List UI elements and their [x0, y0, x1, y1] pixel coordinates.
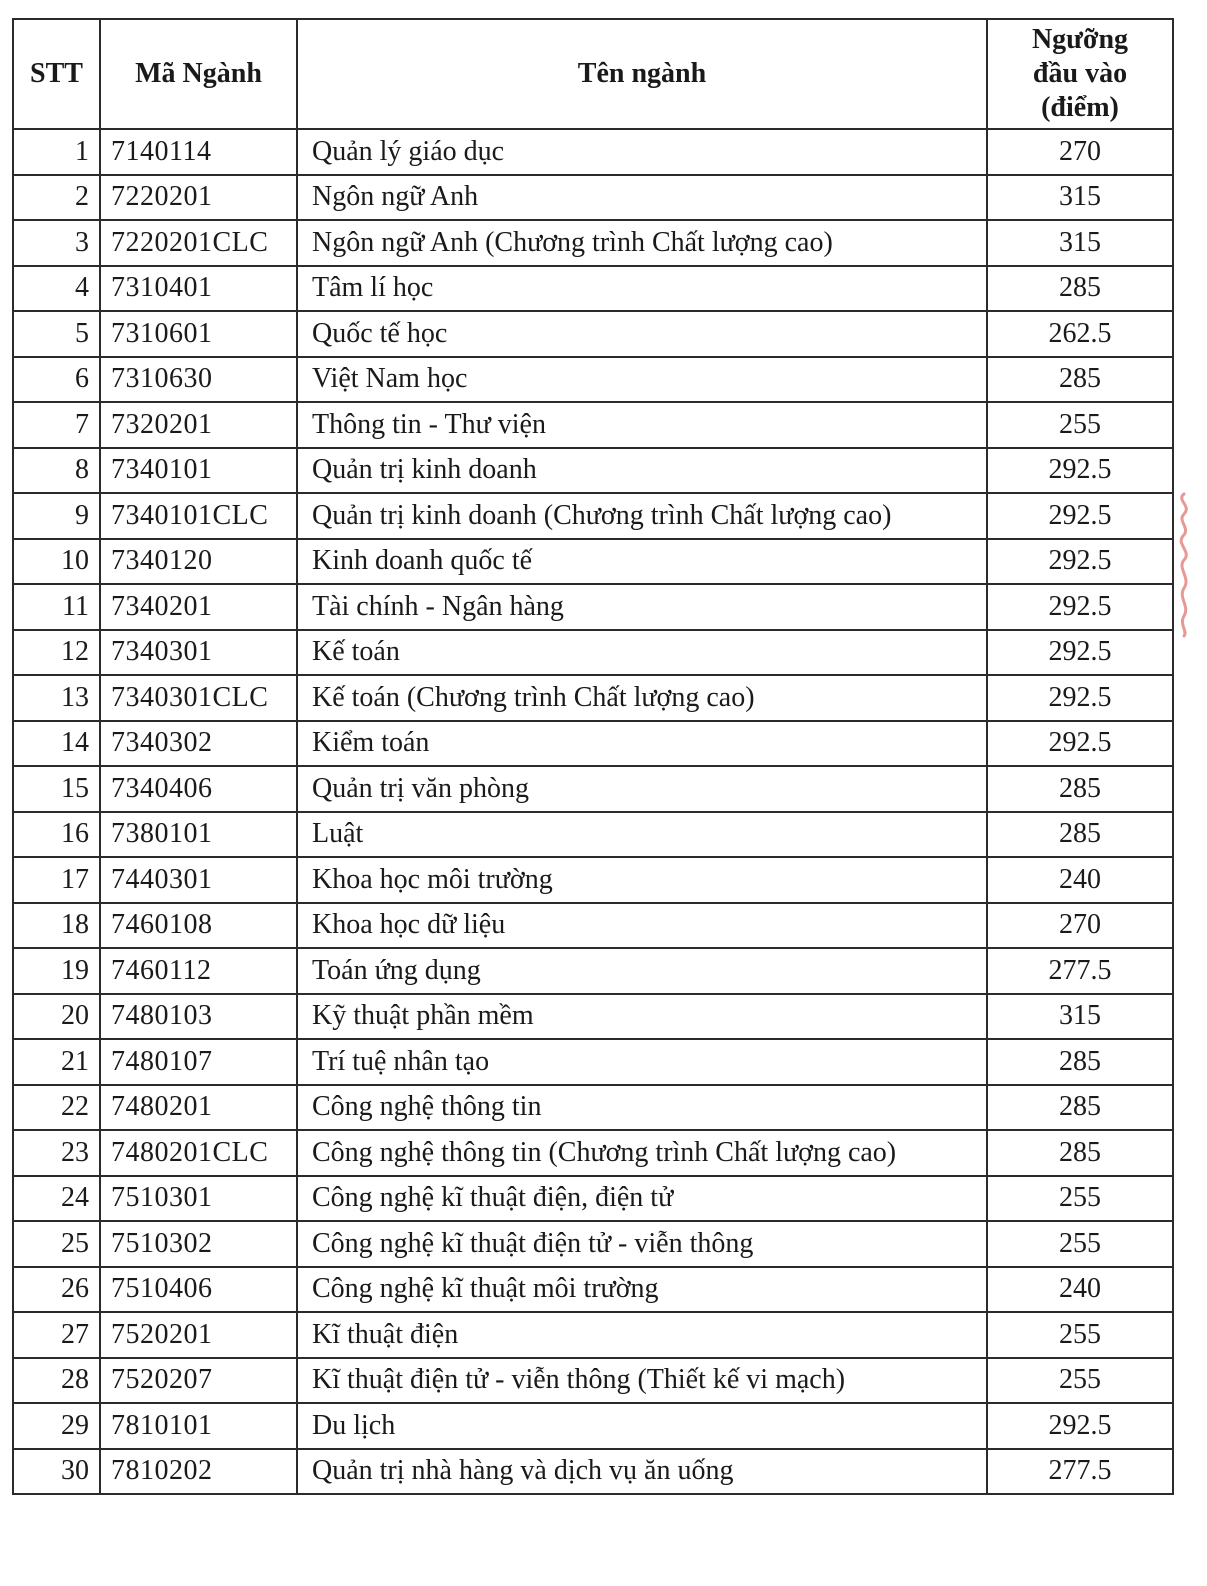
- name-cell: Quản trị văn phòng: [297, 766, 987, 812]
- code-cell: 7480201: [100, 1085, 297, 1131]
- score-cell: 292.5: [987, 1403, 1173, 1449]
- name-cell: Công nghệ thông tin: [297, 1085, 987, 1131]
- header-name: Tên ngành: [297, 19, 987, 129]
- score-cell: 240: [987, 857, 1173, 903]
- code-cell: 7220201: [100, 175, 297, 221]
- table-row: [13, 1267, 1173, 1313]
- table-row: [13, 857, 1173, 903]
- stt-cell: 10: [13, 539, 100, 585]
- score-cell: 292.5: [987, 539, 1173, 585]
- code-cell: 7340120: [100, 539, 297, 585]
- table-row: [13, 1039, 1173, 1085]
- code-cell: 7440301: [100, 857, 297, 903]
- header-threshold-line: Ngưỡng: [1031, 24, 1129, 55]
- name-cell: Việt Nam học: [297, 357, 987, 403]
- stt-cell: 26: [13, 1267, 100, 1313]
- code-cell: 7480107: [100, 1039, 297, 1085]
- code-cell: 7480201CLC: [100, 1130, 297, 1176]
- score-cell: 292.5: [987, 584, 1173, 630]
- stt-cell: 5: [13, 311, 100, 357]
- table-row: [13, 1130, 1173, 1176]
- score-cell: 255: [987, 1312, 1173, 1358]
- score-cell: 255: [987, 1358, 1173, 1404]
- code-cell: 7510301: [100, 1176, 297, 1222]
- score-cell: 270: [987, 129, 1173, 175]
- score-cell: 285: [987, 1039, 1173, 1085]
- admission-threshold-document: [12, 18, 1172, 1495]
- stt-cell: 12: [13, 630, 100, 676]
- code-cell: 7140114: [100, 129, 297, 175]
- score-cell: 285: [987, 357, 1173, 403]
- name-cell: Công nghệ kĩ thuật môi trường: [297, 1267, 987, 1313]
- stt-cell: 23: [13, 1130, 100, 1176]
- stt-cell: 21: [13, 1039, 100, 1085]
- score-cell: 292.5: [987, 630, 1173, 676]
- score-cell: 277.5: [987, 948, 1173, 994]
- stt-cell: 24: [13, 1176, 100, 1222]
- score-cell: 240: [987, 1267, 1173, 1313]
- code-cell: 7460112: [100, 948, 297, 994]
- name-cell: Kiểm toán: [297, 721, 987, 767]
- code-cell: 7520207: [100, 1358, 297, 1404]
- stt-cell: 30: [13, 1449, 100, 1495]
- header-row: [13, 19, 1173, 129]
- code-cell: 7340301CLC: [100, 675, 297, 721]
- stt-cell: 18: [13, 903, 100, 949]
- stt-cell: 17: [13, 857, 100, 903]
- name-cell: Quốc tế học: [297, 311, 987, 357]
- score-cell: 255: [987, 1176, 1173, 1222]
- code-cell: 7320201: [100, 402, 297, 448]
- stt-cell: 29: [13, 1403, 100, 1449]
- stt-cell: 11: [13, 584, 100, 630]
- code-cell: 7340101: [100, 448, 297, 494]
- name-cell: Kỹ thuật phần mềm: [297, 994, 987, 1040]
- score-cell: 292.5: [987, 675, 1173, 721]
- code-cell: 7460108: [100, 903, 297, 949]
- table-row: [13, 1358, 1173, 1404]
- header-threshold-line: (điểm): [1041, 92, 1119, 123]
- name-cell: Công nghệ kĩ thuật điện tử - viễn thông: [297, 1221, 987, 1267]
- code-cell: 7520201: [100, 1312, 297, 1358]
- code-cell: 7220201CLC: [100, 220, 297, 266]
- stt-cell: 13: [13, 675, 100, 721]
- score-cell: 315: [987, 220, 1173, 266]
- table-row: [13, 948, 1173, 994]
- table-row: [13, 903, 1173, 949]
- name-cell: Công nghệ kĩ thuật điện, điện tử: [297, 1176, 987, 1222]
- score-cell: 292.5: [987, 493, 1173, 539]
- code-cell: 7810101: [100, 1403, 297, 1449]
- name-cell: Kế toán (Chương trình Chất lượng cao): [297, 675, 987, 721]
- name-cell: Ngôn ngữ Anh: [297, 175, 987, 221]
- table-row: [13, 129, 1173, 175]
- header-threshold-line: đầu vào: [1032, 58, 1128, 89]
- table-row: [13, 584, 1173, 630]
- table-row: [13, 1403, 1173, 1449]
- stt-cell: 16: [13, 812, 100, 858]
- stt-cell: 20: [13, 994, 100, 1040]
- score-cell: 292.5: [987, 448, 1173, 494]
- stamp-stroke: [1181, 494, 1186, 636]
- code-cell: 7480103: [100, 994, 297, 1040]
- table-row: [13, 1221, 1173, 1267]
- name-cell: Khoa học dữ liệu: [297, 903, 987, 949]
- table-row: [13, 1312, 1173, 1358]
- score-cell: 292.5: [987, 721, 1173, 767]
- header-code: Mã Ngành: [100, 19, 297, 129]
- name-cell: Công nghệ thông tin (Chương trình Chất lượng cao): [297, 1130, 987, 1176]
- code-cell: 7340201: [100, 584, 297, 630]
- stt-cell: 25: [13, 1221, 100, 1267]
- table-row: [13, 766, 1173, 812]
- stt-cell: 1: [13, 129, 100, 175]
- name-cell: Quản lý giáo dục: [297, 129, 987, 175]
- name-cell: Quản trị kinh doanh (Chương trình Chất lượng cao): [297, 493, 987, 539]
- score-cell: 270: [987, 903, 1173, 949]
- table-row: [13, 311, 1173, 357]
- table-row: [13, 721, 1173, 767]
- table-row: [13, 448, 1173, 494]
- stt-cell: 4: [13, 266, 100, 312]
- stt-cell: 19: [13, 948, 100, 994]
- red-stamp-mark: [1172, 490, 1196, 640]
- name-cell: Du lịch: [297, 1403, 987, 1449]
- name-cell: Kế toán: [297, 630, 987, 676]
- name-cell: Kinh doanh quốc tế: [297, 539, 987, 585]
- table-row: [13, 1085, 1173, 1131]
- table-row: [13, 1449, 1173, 1495]
- table-row: [13, 675, 1173, 721]
- code-cell: 7510406: [100, 1267, 297, 1313]
- score-cell: 285: [987, 766, 1173, 812]
- stt-cell: 14: [13, 721, 100, 767]
- score-cell: 285: [987, 266, 1173, 312]
- table-row: [13, 402, 1173, 448]
- name-cell: Luật: [297, 812, 987, 858]
- score-cell: 285: [987, 1130, 1173, 1176]
- table-row: [13, 1176, 1173, 1222]
- code-cell: 7310401: [100, 266, 297, 312]
- stt-cell: 8: [13, 448, 100, 494]
- stt-cell: 15: [13, 766, 100, 812]
- table-row: [13, 994, 1173, 1040]
- score-cell: 315: [987, 175, 1173, 221]
- name-cell: Kĩ thuật điện: [297, 1312, 987, 1358]
- score-cell: 255: [987, 1221, 1173, 1267]
- table-row: [13, 630, 1173, 676]
- name-cell: Tài chính - Ngân hàng: [297, 584, 987, 630]
- score-cell: 262.5: [987, 311, 1173, 357]
- header-stt: STT: [13, 19, 100, 129]
- code-cell: 7340301: [100, 630, 297, 676]
- name-cell: Khoa học môi trường: [297, 857, 987, 903]
- stt-cell: 27: [13, 1312, 100, 1358]
- name-cell: Quản trị kinh doanh: [297, 448, 987, 494]
- stt-cell: 3: [13, 220, 100, 266]
- stt-cell: 9: [13, 493, 100, 539]
- name-cell: Tâm lí học: [297, 266, 987, 312]
- stt-cell: 6: [13, 357, 100, 403]
- code-cell: 7340101CLC: [100, 493, 297, 539]
- code-cell: 7510302: [100, 1221, 297, 1267]
- table-row: [13, 493, 1173, 539]
- stt-cell: 28: [13, 1358, 100, 1404]
- table-row: [13, 357, 1173, 403]
- stt-cell: 22: [13, 1085, 100, 1131]
- score-cell: 285: [987, 812, 1173, 858]
- code-cell: 7310601: [100, 311, 297, 357]
- score-cell: 277.5: [987, 1449, 1173, 1495]
- code-cell: 7310630: [100, 357, 297, 403]
- header-threshold: [987, 19, 1173, 129]
- code-cell: 7380101: [100, 812, 297, 858]
- table-row: [13, 220, 1173, 266]
- stt-cell: 2: [13, 175, 100, 221]
- name-cell: Ngôn ngữ Anh (Chương trình Chất lượng cao): [297, 220, 987, 266]
- code-cell: 7810202: [100, 1449, 297, 1495]
- name-cell: Kĩ thuật điện tử - viễn thông (Thiết kế vi mạch): [297, 1358, 987, 1404]
- name-cell: Quản trị nhà hàng và dịch vụ ăn uống: [297, 1449, 987, 1495]
- table-row: [13, 539, 1173, 585]
- score-cell: 315: [987, 994, 1173, 1040]
- code-cell: 7340406: [100, 766, 297, 812]
- name-cell: Trí tuệ nhân tạo: [297, 1039, 987, 1085]
- name-cell: Toán ứng dụng: [297, 948, 987, 994]
- table-row: [13, 812, 1173, 858]
- admission-threshold-table: [12, 18, 1174, 1495]
- stt-cell: 7: [13, 402, 100, 448]
- name-cell: Thông tin - Thư viện: [297, 402, 987, 448]
- table-row: [13, 175, 1173, 221]
- table-header: [13, 19, 1173, 129]
- score-cell: 285: [987, 1085, 1173, 1131]
- table-row: [13, 266, 1173, 312]
- code-cell: 7340302: [100, 721, 297, 767]
- score-cell: 255: [987, 402, 1173, 448]
- table-body: [13, 129, 1173, 1494]
